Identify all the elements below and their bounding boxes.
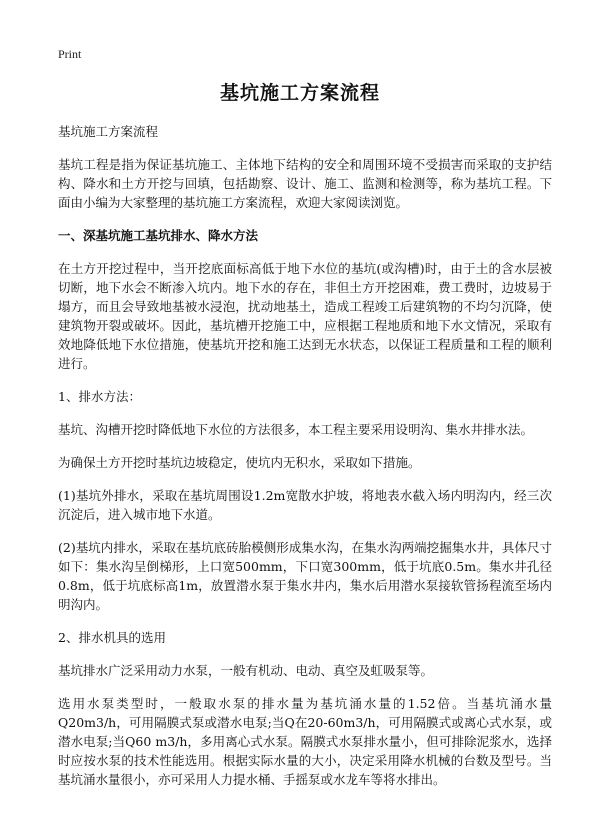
document-body: [58, 122, 552, 803]
intro-paragraph: 基坑工程是指为保证基坑施工、主体地下结构的安全和周围环境不受损害而采取的支护结构、降水和土方开挖与回填，包括勘察、设计、施工、监测和检测等，称为基坑工程。下面由小编为大家整理的基坑施工方案流程，欢迎大家阅读浏览。: [58, 157, 552, 210]
page-title: 基坑施工方案流程: [219, 82, 380, 104]
subsection-heading: 1、排水方法：: [58, 389, 141, 404]
subsection-heading: 2、排水机具的选用: [58, 630, 166, 645]
body-paragraph: 基坑、沟槽开挖时降低地下水位的方法很多，本工程主要采用设明沟、集水井排水法。: [58, 422, 534, 437]
list-item: (1)基坑外排水，采取在基坑周围设1.2m宽散水护坡，将地表水截入场内明沟内，经三次沉淀后，进入城市地下水道。: [58, 488, 552, 522]
print-label: Print: [58, 47, 82, 61]
body-paragraph: 基坑排水广泛采用动力水泵，一般有机动、电动、真空及虹吸泵等。: [58, 663, 434, 678]
body-paragraph: 为确保土方开挖时基坑边坡稳定，使坑内无积水，采取如下措施。: [58, 455, 421, 470]
section-heading: 一、深基坑施工基坑排水、降水方法: [58, 228, 259, 243]
subtitle-paragraph: 基坑施工方案流程: [58, 124, 159, 139]
body-paragraph: 在土方开挖过程中，当开挖底面标高低于地下水位的基坑(或沟槽)时，由于土的含水层被切断，地下水会不断渗入坑内。地下水的存在，非但土方开挖困难，费工费时，边坡易于塌方，而且会导致地基被水浸泡，扰动地基土，造成工程竣工后建筑物的不均匀沉降，使建筑物开裂或破坏。因此，基坑槽开挖施工中，应根据工程地质和地下水文情况，采取有效地降低地下水位措施，使基坑开挖和施工达到无水状态，以保证工程质量和工程的顺利进行。: [58, 261, 552, 371]
body-paragraph: 选用水泵类型时，一般取水泵的排水量为基坑涌水量的1.52倍。当基坑涌水量Q20m3/h，可用隔膜式泵或潜水电泵;当Q在20-60m3/h，可用隔膜式或离心式水泵，或潜水电泵;当Q60 m3/h，多用离心式水泵。隔膜式水泵排水量小，但可排除泥浆水，选择时应按水泵的技术性能选用。根据实际水量的大小，决定采用降水机械的台数及型号。当基坑涌水量很小，亦可采用人力提水桶、手摇泵或水龙车等将水排出。: [58, 696, 552, 787]
list-item: (2)基坑内排水，采取在基坑底砖胎模侧形成集水沟，在集水沟两端挖掘集水井，具体尺寸如下：集水沟呈倒梯形，上口宽500mm，下口宽300mm，低于坑底0.5m。集水井孔径0.8m，低于坑底标高1m，放置潜水泵于集水井内，集水后用潜水泵接软管扬程流至场内明沟内。: [58, 540, 552, 612]
